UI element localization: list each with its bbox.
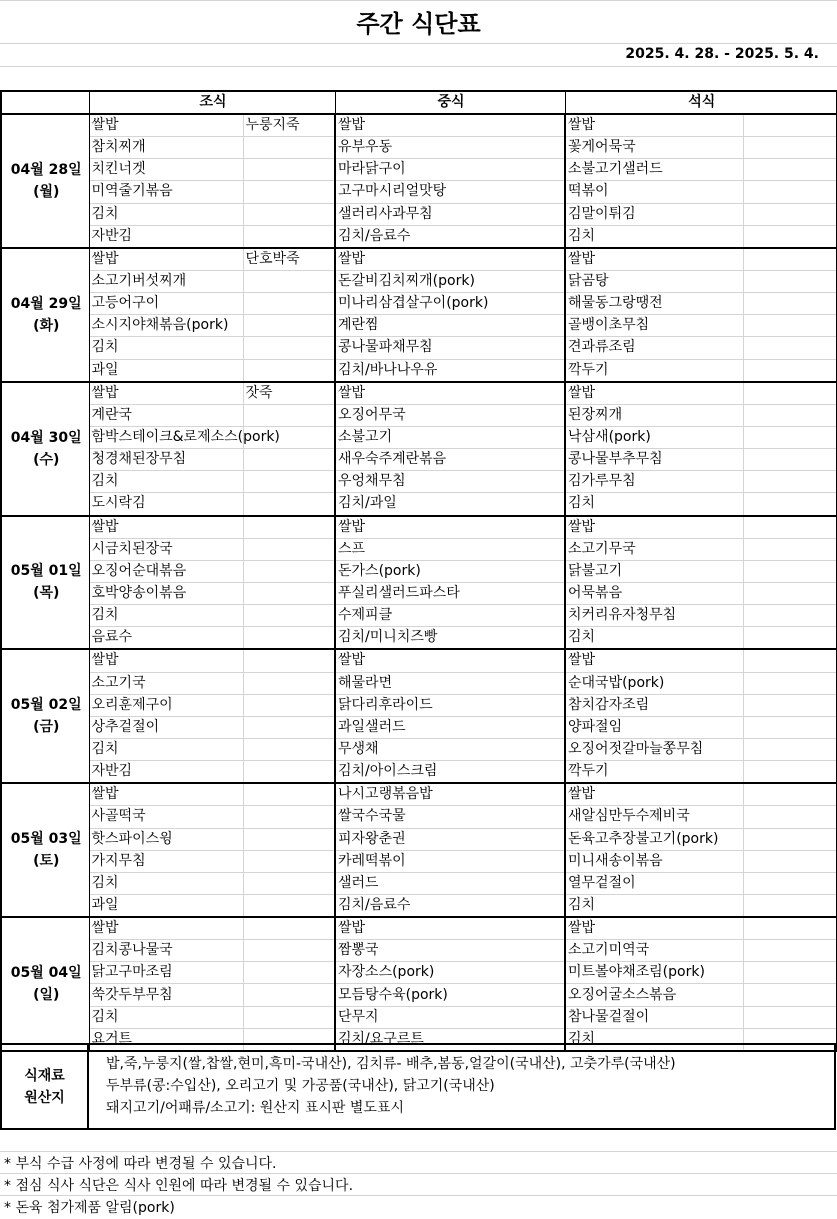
lunch-item: 쌀밥 — [335, 516, 565, 539]
breakfast-item: 고등어구이 — [89, 293, 243, 315]
day-row — [1, 225, 837, 248]
day-row — [1, 649, 837, 672]
breakfast-item: 닭고구마조림 — [89, 962, 243, 984]
dinner-item: 순대국밥(pork) — [565, 672, 743, 694]
lunch-item: 새우숙주계란볶음 — [335, 449, 565, 471]
empty-cell — [243, 738, 335, 760]
empty-cell — [743, 449, 837, 471]
day-row — [1, 471, 837, 493]
dinner-item: 김치 — [565, 627, 743, 650]
breakfast-item: 김치 — [89, 1006, 243, 1028]
empty-cell — [243, 806, 335, 828]
empty-cell — [743, 984, 837, 1006]
empty-cell — [243, 159, 335, 181]
empty-cell — [743, 337, 837, 359]
empty-cell — [243, 672, 335, 694]
day-row — [1, 672, 837, 694]
lunch-item: 푸실리샐러드파스타 — [335, 582, 565, 604]
dinner-item: 새알심만두수제비국 — [565, 806, 743, 828]
lunch-item: 김치/과일 — [335, 493, 565, 516]
lunch-item: 쌀밥 — [335, 649, 565, 672]
porridge-item: 잣죽 — [243, 382, 335, 405]
date-label: 04월 28일 — [10, 161, 82, 178]
empty-cell — [743, 605, 837, 627]
dinner-item: 미니새송이볶음 — [565, 850, 743, 872]
breakfast-item: 김치 — [89, 605, 243, 627]
dinner-item: 소고기무국 — [565, 538, 743, 560]
dinner-item: 참치감자조림 — [565, 694, 743, 716]
empty-cell — [743, 426, 837, 448]
day-row — [1, 114, 837, 137]
day-row — [1, 627, 837, 650]
day-row — [1, 917, 837, 940]
day-row — [1, 582, 837, 604]
breakfast-item: 과일 — [89, 894, 243, 917]
empty-cell — [243, 1006, 335, 1028]
date-label: 05월 02일 — [10, 697, 82, 714]
weekday-label: (토) — [33, 853, 60, 870]
weekday-label: (화) — [33, 317, 60, 334]
dinner-item: 쌀밥 — [565, 248, 743, 271]
day-row — [1, 1006, 837, 1028]
weekday-label: (목) — [33, 585, 60, 602]
lunch-item: 소불고기 — [335, 426, 565, 448]
header-row — [1, 91, 837, 114]
empty-cell — [243, 203, 335, 225]
empty-cell — [243, 850, 335, 872]
breakfast-item: 김치 — [89, 471, 243, 493]
lunch-item: 쌀밥 — [335, 382, 565, 405]
dinner-item: 소고기미역국 — [565, 940, 743, 962]
day-row — [1, 449, 837, 471]
empty-cell — [243, 962, 335, 984]
dinner-item: 콩나물부추무침 — [565, 449, 743, 471]
date-cell — [1, 516, 89, 650]
lunch-item: 마라닭구이 — [335, 159, 565, 181]
empty-cell — [743, 404, 837, 426]
breakfast-item: 쌀밥 — [89, 382, 243, 405]
page-title: 주간 식단표 — [356, 10, 481, 38]
breakfast-item: 소고기버섯찌개 — [89, 270, 243, 292]
gridline — [0, 1173, 837, 1174]
empty-cell — [743, 694, 837, 716]
header-blank — [1, 91, 89, 114]
empty-cell — [743, 582, 837, 604]
date-cell — [1, 917, 89, 1051]
breakfast-item: 함박스테이크&로제소스(pork) — [89, 426, 243, 448]
dinner-item: 깍두기 — [565, 761, 743, 784]
empty-cell — [243, 716, 335, 738]
breakfast-item: 김치 — [89, 337, 243, 359]
empty-cell — [243, 293, 335, 315]
porridge-item — [243, 516, 335, 539]
dinner-item: 김가루무침 — [565, 471, 743, 493]
day-row — [1, 872, 837, 894]
empty-cell — [743, 137, 837, 159]
empty-cell — [243, 225, 335, 248]
origin-label — [2, 1045, 89, 1128]
empty-cell — [743, 471, 837, 493]
dinner-item: 오징어젓갈마늘쫑무침 — [565, 738, 743, 760]
day-row — [1, 538, 837, 560]
lunch-item: 돈갈비김치찌개(pork) — [335, 270, 565, 292]
dinner-item: 닭곰탕 — [565, 270, 743, 292]
dinner-item: 견과류조림 — [565, 337, 743, 359]
weekday-label: (수) — [33, 451, 60, 468]
breakfast-item: 호박양송이볶음 — [89, 582, 243, 604]
dinner-item: 오징어굴소스볶음 — [565, 984, 743, 1006]
dinner-item: 깍두기 — [565, 359, 743, 382]
empty-cell — [743, 114, 837, 137]
dinner-item: 떡볶이 — [565, 181, 743, 203]
empty-cell — [243, 404, 335, 426]
empty-cell — [743, 672, 837, 694]
empty-cell — [743, 738, 837, 760]
lunch-item: 유부우동 — [335, 137, 565, 159]
lunch-item: 과일샐러드 — [335, 716, 565, 738]
lunch-item: 해물라면 — [335, 672, 565, 694]
empty-cell — [243, 538, 335, 560]
empty-cell — [743, 159, 837, 181]
breakfast-item: 청경채된장무침 — [89, 449, 243, 471]
day-row — [1, 359, 837, 382]
day-row — [1, 806, 837, 828]
day-row — [1, 382, 837, 405]
empty-cell — [743, 359, 837, 382]
empty-cell — [243, 894, 335, 917]
day-row — [1, 493, 837, 516]
lunch-item: 콩나물파채무침 — [335, 337, 565, 359]
gridline — [0, 1195, 837, 1196]
day-row — [1, 716, 837, 738]
empty-cell — [743, 872, 837, 894]
breakfast-item: 김치 — [89, 872, 243, 894]
lunch-item: 쌀국수국물 — [335, 806, 565, 828]
dinner-item: 쌀밥 — [565, 114, 743, 137]
origin-label-line1: 식재료 — [24, 1067, 65, 1084]
day-row — [1, 516, 837, 539]
breakfast-item: 쌀밥 — [89, 248, 243, 271]
empty-cell — [243, 872, 335, 894]
empty-cell — [243, 493, 335, 516]
empty-cell — [743, 203, 837, 225]
day-row — [1, 248, 837, 271]
header-breakfast: 조식 — [89, 91, 335, 114]
breakfast-item: 과일 — [89, 359, 243, 382]
breakfast-item: 음료수 — [89, 627, 243, 650]
dinner-item: 쌀밥 — [565, 516, 743, 539]
breakfast-item: 요거트 — [89, 1028, 243, 1051]
day-row — [1, 694, 837, 716]
dinner-item: 치커리유자청무침 — [565, 605, 743, 627]
menu-table — [0, 90, 837, 1052]
breakfast-item: 쌀밥 — [89, 917, 243, 940]
dinner-item: 낙삼새(pork) — [565, 426, 743, 448]
note: * 부식 수급 사정에 따라 변경될 수 있습니다. — [4, 1156, 277, 1172]
breakfast-item: 자반김 — [89, 761, 243, 784]
breakfast-item: 쌀밥 — [89, 516, 243, 539]
breakfast-item: 오리훈제구이 — [89, 694, 243, 716]
day-row — [1, 738, 837, 760]
empty-cell — [243, 560, 335, 582]
lunch-item: 쌀밥 — [335, 248, 565, 271]
empty-cell — [743, 850, 837, 872]
day-row — [1, 203, 837, 225]
dinner-item: 김치 — [565, 1028, 743, 1051]
breakfast-item: 시금치된장국 — [89, 538, 243, 560]
empty-cell — [243, 984, 335, 1006]
day-row — [1, 181, 837, 203]
empty-cell — [743, 806, 837, 828]
breakfast-item: 핫스파이스윙 — [89, 828, 243, 850]
breakfast-item: 쌀밥 — [89, 114, 243, 137]
day-row — [1, 426, 837, 448]
day-row — [1, 159, 837, 181]
header-dinner: 석식 — [565, 91, 837, 114]
note: * 돈육 첨가제품 알림(pork) — [4, 1200, 175, 1216]
day-row — [1, 940, 837, 962]
dinner-item: 김치 — [565, 493, 743, 516]
date-label: 05월 01일 — [10, 563, 82, 580]
lunch-item: 오징어무국 — [335, 404, 565, 426]
dinner-item: 열무겉절이 — [565, 872, 743, 894]
empty-cell — [243, 449, 335, 471]
lunch-item: 샐러드 — [335, 872, 565, 894]
breakfast-item: 미역줄기볶음 — [89, 181, 243, 203]
empty-cell — [743, 293, 837, 315]
date-cell — [1, 783, 89, 917]
porridge-item — [243, 917, 335, 940]
date-cell — [1, 114, 89, 248]
dinner-item: 쌀밥 — [565, 917, 743, 940]
empty-cell — [243, 337, 335, 359]
lunch-item: 쌀밥 — [335, 114, 565, 137]
date-cell — [1, 248, 89, 382]
lunch-item: 자장소스(pork) — [335, 962, 565, 984]
lunch-item: 샐러리사과무침 — [335, 203, 565, 225]
breakfast-item: 오징어순대볶음 — [89, 560, 243, 582]
dinner-item: 김말이튀김 — [565, 203, 743, 225]
lunch-item: 닭다리후라이드 — [335, 694, 565, 716]
breakfast-item: 소시지야채볶음(pork) — [89, 315, 243, 337]
empty-cell — [743, 560, 837, 582]
empty-cell — [743, 761, 837, 784]
date-cell — [1, 649, 89, 783]
breakfast-item: 김치콩나물국 — [89, 940, 243, 962]
breakfast-item: 김치 — [89, 203, 243, 225]
note: * 점심 식사 식단은 식사 인원에 따라 변경될 수 있습니다. — [4, 1178, 354, 1194]
empty-cell — [243, 940, 335, 962]
empty-cell — [743, 917, 837, 940]
lunch-item: 스프 — [335, 538, 565, 560]
empty-cell — [743, 1006, 837, 1028]
empty-cell — [243, 582, 335, 604]
day-row — [1, 270, 837, 292]
breakfast-item: 쌀밥 — [89, 783, 243, 806]
empty-cell — [243, 761, 335, 784]
dinner-item: 쌀밥 — [565, 382, 743, 405]
breakfast-item: 쌀밥 — [89, 649, 243, 672]
empty-cell — [243, 359, 335, 382]
lunch-item: 계란찜 — [335, 315, 565, 337]
gridline — [0, 43, 837, 44]
empty-cell — [743, 962, 837, 984]
date-range: 2025. 4. 28. - 2025. 5. 4. — [625, 46, 819, 62]
lunch-item: 미나리삼겹살구이(pork) — [335, 293, 565, 315]
origin-line: 밥,죽,누룽지(쌀,찹쌀,현미,흑미-국내산), 김치류- 배추,봄동,얼갈이(국내산), 고춧가루(국내산) — [106, 1056, 676, 1072]
dinner-item: 김치 — [565, 225, 743, 248]
breakfast-item: 도시락김 — [89, 493, 243, 516]
day-row — [1, 293, 837, 315]
lunch-item: 단무지 — [335, 1006, 565, 1028]
empty-cell — [743, 225, 837, 248]
dinner-item: 쌀밥 — [565, 783, 743, 806]
origin-label-line2: 원산지 — [24, 1089, 65, 1106]
dinner-item: 김치 — [565, 894, 743, 917]
empty-cell — [243, 471, 335, 493]
breakfast-item: 가지무침 — [89, 850, 243, 872]
lunch-item: 우엉채무침 — [335, 471, 565, 493]
empty-cell — [243, 627, 335, 650]
breakfast-item: 김치 — [89, 738, 243, 760]
breakfast-item: 계란국 — [89, 404, 243, 426]
gridline — [0, 1151, 837, 1152]
empty-cell — [743, 649, 837, 672]
day-row — [1, 560, 837, 582]
day-row — [1, 962, 837, 984]
empty-cell — [743, 627, 837, 650]
dinner-item: 미트볼야채조림(pork) — [565, 962, 743, 984]
porridge-item: 단호박죽 — [243, 248, 335, 271]
empty-cell — [243, 270, 335, 292]
breakfast-item: 쑥갓두부무침 — [89, 984, 243, 1006]
day-row — [1, 783, 837, 806]
gridline — [0, 0, 837, 1]
empty-cell — [243, 694, 335, 716]
dinner-item: 닭불고기 — [565, 560, 743, 582]
lunch-item: 무생채 — [335, 738, 565, 760]
date-label: 04월 30일 — [10, 429, 82, 446]
dinner-item: 골뱅이초무침 — [565, 315, 743, 337]
gridline — [0, 66, 837, 67]
header-lunch: 중식 — [335, 91, 565, 114]
dinner-item: 어묵볶음 — [565, 582, 743, 604]
empty-cell — [743, 181, 837, 203]
empty-cell — [743, 940, 837, 962]
empty-cell — [743, 894, 837, 917]
day-row — [1, 404, 837, 426]
empty-cell — [743, 382, 837, 405]
day-row — [1, 984, 837, 1006]
empty-cell — [743, 248, 837, 271]
lunch-item: 김치/요구르트 — [335, 1028, 565, 1051]
empty-cell — [243, 137, 335, 159]
lunch-item: 수제피클 — [335, 605, 565, 627]
date-label: 05월 04일 — [10, 964, 82, 981]
breakfast-item: 자반김 — [89, 225, 243, 248]
dinner-item: 꽃게어묵국 — [565, 137, 743, 159]
porridge-item — [243, 649, 335, 672]
dinner-item: 소불고기샐러드 — [565, 159, 743, 181]
weekday-label: (월) — [33, 183, 60, 200]
origin-details — [106, 1053, 676, 1119]
empty-cell — [743, 716, 837, 738]
lunch-item: 김치/음료수 — [335, 894, 565, 917]
lunch-item: 김치/아이스크림 — [335, 761, 565, 784]
dinner-item: 양파절임 — [565, 716, 743, 738]
day-row — [1, 315, 837, 337]
dinner-item: 돈육고추장불고기(pork) — [565, 828, 743, 850]
lunch-item: 돈가스(pork) — [335, 560, 565, 582]
lunch-item: 김치/음료수 — [335, 225, 565, 248]
empty-cell — [743, 270, 837, 292]
day-row — [1, 337, 837, 359]
origin-line: 돼지고기/어패류/소고기: 원산지 표시판 별도표시 — [106, 1100, 404, 1116]
origin-section — [0, 1043, 836, 1130]
lunch-item: 고구마시리얼맛탕 — [335, 181, 565, 203]
weekday-label: (일) — [33, 986, 60, 1003]
dinner-item: 된장찌개 — [565, 404, 743, 426]
date-label: 04월 29일 — [10, 295, 82, 312]
day-row — [1, 137, 837, 159]
lunch-item: 김치/바나나우유 — [335, 359, 565, 382]
empty-cell — [743, 828, 837, 850]
dinner-item: 참나물겉절이 — [565, 1006, 743, 1028]
date-cell — [1, 382, 89, 516]
breakfast-item: 사골떡국 — [89, 806, 243, 828]
empty-cell — [243, 828, 335, 850]
breakfast-item: 치킨너겟 — [89, 159, 243, 181]
lunch-item: 카레떡볶이 — [335, 850, 565, 872]
empty-cell — [743, 516, 837, 539]
day-row — [1, 761, 837, 784]
porridge-item: 누룽지죽 — [243, 114, 335, 137]
breakfast-item: 소고기국 — [89, 672, 243, 694]
lunch-item: 짬뽕국 — [335, 940, 565, 962]
day-row — [1, 894, 837, 917]
day-row — [1, 605, 837, 627]
breakfast-item: 상추겉절이 — [89, 716, 243, 738]
empty-cell — [243, 605, 335, 627]
dinner-item: 쌀밥 — [565, 649, 743, 672]
dinner-item: 해물동그랑땡전 — [565, 293, 743, 315]
breakfast-item: 참치찌개 — [89, 137, 243, 159]
lunch-item: 김치/미니치즈빵 — [335, 627, 565, 650]
empty-cell — [743, 493, 837, 516]
empty-cell — [743, 315, 837, 337]
lunch-item: 피자왕춘권 — [335, 828, 565, 850]
lunch-item: 모듬탕수육(pork) — [335, 984, 565, 1006]
empty-cell — [243, 181, 335, 203]
lunch-item: 쌀밥 — [335, 917, 565, 940]
day-row — [1, 828, 837, 850]
empty-cell — [243, 315, 335, 337]
day-row — [1, 850, 837, 872]
weekday-label: (금) — [33, 719, 60, 736]
empty-cell — [743, 783, 837, 806]
porridge-item — [243, 783, 335, 806]
lunch-item: 나시고랭볶음밥 — [335, 783, 565, 806]
date-label: 05월 03일 — [10, 831, 82, 848]
origin-line: 두부류(콩:수입산), 오리고기 및 가공품(국내산), 닭고기(국내산) — [106, 1078, 495, 1094]
empty-cell — [743, 538, 837, 560]
